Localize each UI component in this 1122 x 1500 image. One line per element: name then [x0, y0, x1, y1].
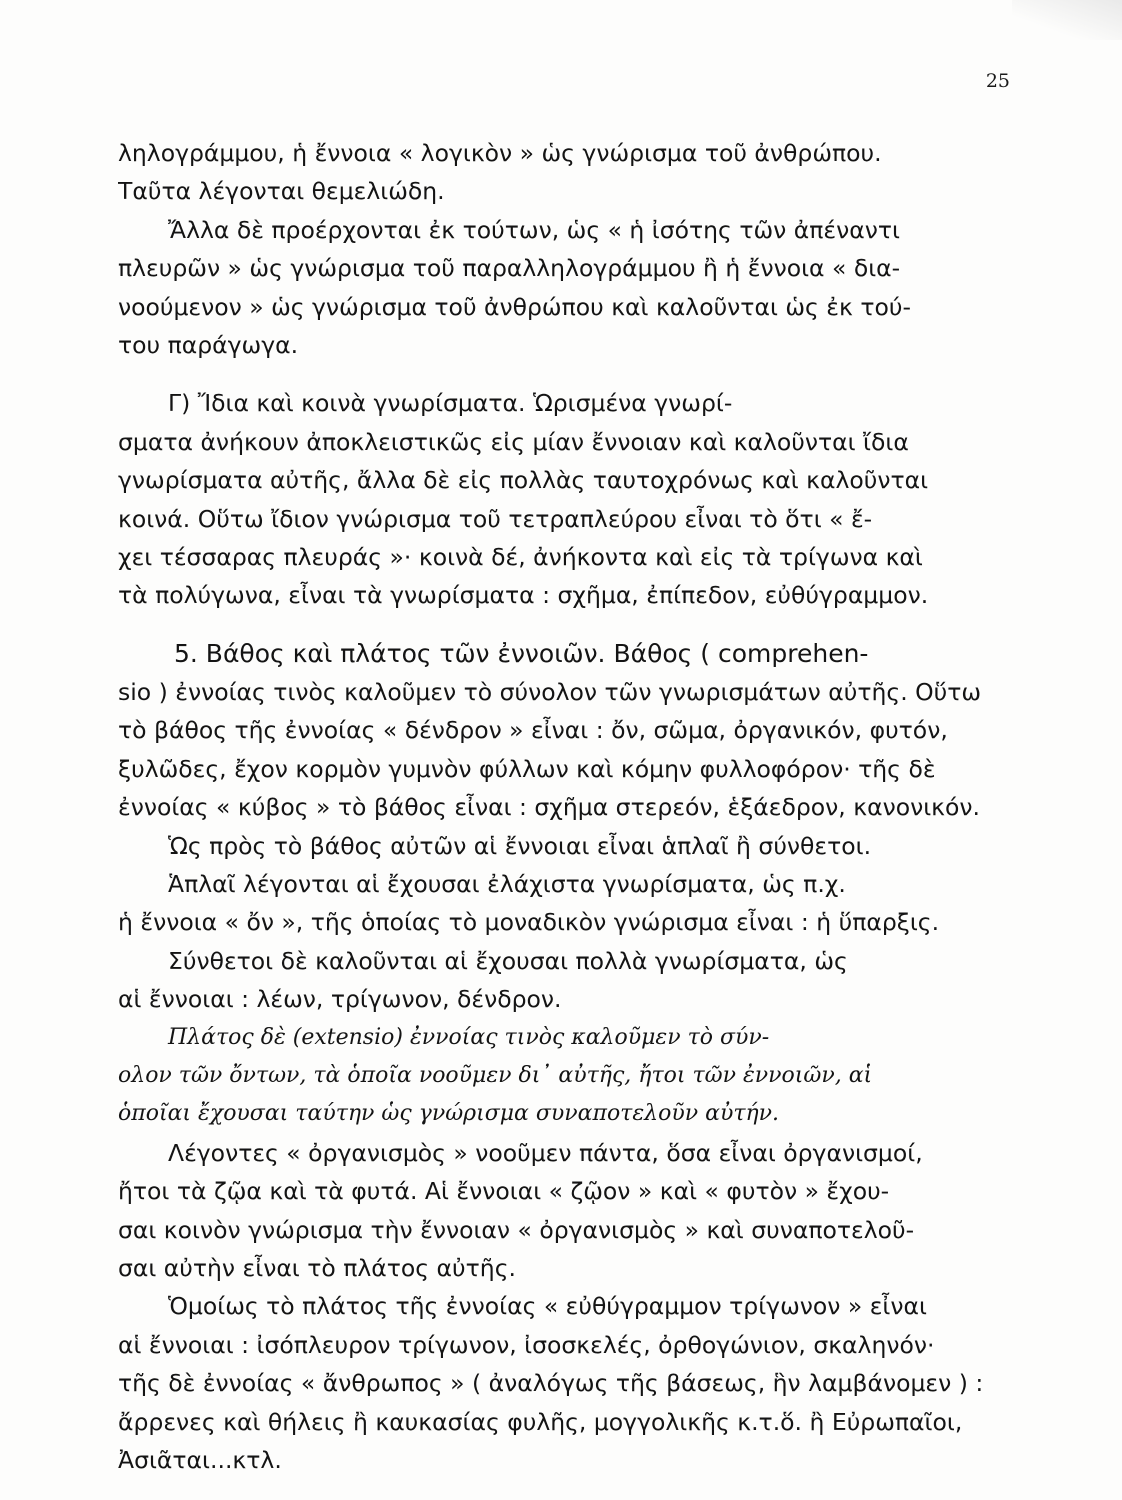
text-line: τῆς δὲ ἐννοίας « ἄνθρωπος » ( ἀναλόγως τῆς βάσεως, ἣν λαμβάνομεν ) :	[118, 1369, 984, 1398]
text-line: τὸ βάθος τῆς ἐννοίας « δένδρον » εἶναι : ὄν, σῶμα, ὀργανικόν, φυτόν,	[118, 716, 948, 745]
text-line: αἱ ἔννοιαι : λέων, τρίγωνον, δένδρον.	[118, 985, 562, 1014]
text-line: σαι κοινὸν γνώρισμα τὴν ἔννοιαν « ὀργανισμὸς » καὶ συναποτελοῦ-	[118, 1215, 915, 1244]
text-line: Ὁμοίως τὸ πλάτος τῆς ἐννοίας « εὐθύγραμμον τρίγωνον » εἶναι	[168, 1292, 927, 1321]
text-line: Ἄλλα δὲ προέρχονται ἐκ τούτων, ὡς « ἡ ἰσότης τῶν ἀπέναντι	[168, 215, 900, 244]
text-line: πλευρῶν » ὡς γνώρισμα τοῦ παραλληλογράμμου ἢ ἡ ἔννοια « δια-	[118, 254, 901, 283]
text-line: Σύνθετοι δὲ καλοῦνται αἱ ἔχουσαι πολλὰ γνωρίσματα, ὡς	[168, 946, 848, 975]
section-heading: 5. Βάθος καὶ πλάτος τῶν ἐννοιῶν. Βάθος ( comprehen-	[174, 638, 869, 668]
text-line: γνωρίσματα αὐτῆς, ἄλλα δὲ εἰς πολλὰς ταυτοχρόνως καὶ καλοῦνται	[118, 466, 929, 495]
text-line: σματα ἀνήκουν ἀποκλειστικῶς εἰς μίαν ἔννοιαν καὶ καλοῦνται ἴδια	[118, 427, 909, 456]
text-line: Ταῦτα λέγονται θεμελιώδη.	[118, 177, 445, 206]
text-line: αἱ ἔννοιαι : ἰσόπλευρον τρίγωνον, ἰσοσκελές, ὀρθογώνιον, σκαληνόν·	[118, 1330, 935, 1359]
text-line: τὰ πολύγωνα, εἶναι τὰ γνωρίσματα : σχῆμα, ἐπίπεδον, εὐθύγραμμον.	[118, 581, 929, 610]
text-line: sio ) ἐννοίας τινὸς καλοῦμεν τὸ σύνολον τῶν γνωρισμάτων αὐτῆς. Οὕτω	[118, 678, 982, 707]
text-line: ἐννοίας « κύβος » τὸ βάθος εἶναι : σχῆμα στερεόν, ἑξάεδρον, κανονικόν.	[118, 793, 980, 822]
text-line: ολον τῶν ὄντων, τὰ ὁποῖα νοοῦμεν δι᾿ αὐτῆς, ἤτοι τῶν ἐννοιῶν, αἱ	[118, 1062, 873, 1088]
text-line: του παράγωγα.	[118, 330, 299, 359]
paragraph-gap	[118, 615, 1010, 635]
text-line: ὁποῖαι ἔχουσαι ταύτην ὡς γνώρισμα συναποτελοῦν αὐτήν.	[118, 1101, 780, 1127]
text-line: Πλάτος δὲ (extensio) ἐννοίας τινὸς καλοῦμεν τὸ σύν-	[168, 1024, 770, 1050]
section-heading: Γ) Ἴδια καὶ κοινὰ γνωρίσματα. Ὡρισμένα γνωρί-	[168, 389, 733, 418]
text-line: κοινά. Οὕτω ἴδιον γνώρισμα τοῦ τετραπλεύρου εἶναι τὸ ὅτι « ἔ-	[118, 504, 873, 533]
text-line: νοούμενον » ὡς γνώρισμα τοῦ ἀνθρώπου καὶ καλοῦνται ὡς ἐκ τού-	[118, 292, 911, 321]
text-line: ληλογράμμου, ἡ ἔννοια « λογικὸν » ὡς γνώρισμα τοῦ ἀνθρώπου.	[118, 139, 882, 167]
page-edge-shadow	[1012, 0, 1122, 40]
text-line: χει τέσσαρας πλευράς »· κοινὰ δέ, ἀνήκοντα καὶ εἰς τὰ τρίγωνα καὶ	[118, 542, 923, 571]
text-line: ἄρρενες καὶ θήλεις ἢ καυκασίας φυλῆς, μογγολικῆς κ.τ.ὅ. ἢ Εὐρωπαῖοι,	[118, 1407, 963, 1436]
paragraph-gap	[118, 364, 1010, 384]
page-text	[118, 134, 1010, 1479]
text-line: ἡ ἔννοια « ὄν », τῆς ὁποίας τὸ μοναδικὸν γνώρισμα εἶναι : ἡ ὕπαρξις.	[118, 908, 940, 937]
text-line: Ἀσιᾶται...κτλ.	[118, 1445, 282, 1474]
text-line: σαι αὐτὴν εἶναι τὸ πλάτος αὐτῆς.	[118, 1253, 516, 1282]
text-line: Ἁπλαῖ λέγονται αἱ ἔχουσαι ἐλάχιστα γνωρίσματα, ὡς π.χ.	[168, 870, 846, 899]
text-line: ξυλῶδες, ἔχον κορμὸν γυμνὸν φύλλων καὶ κόμην φυλλοφόρον· τῆς δὲ	[118, 754, 936, 783]
text-line: Λέγοντες « ὀργανισμὸς » νοοῦμεν πάντα, ὅσα εἶναι ὀργανισμοί,	[168, 1138, 923, 1167]
text-line: Ὡς πρὸς τὸ βάθος αὐτῶν αἱ ἔννοιαι εἶναι ἁπλαῖ ἢ σύνθετοι.	[168, 831, 872, 860]
page-number: 25	[985, 70, 1010, 92]
text-line: ἤτοι τὰ ζῷα καὶ τὰ φυτά. Αἱ ἔννοιαι « ζῷον » καὶ « φυτὸν » ἔχου-	[118, 1177, 890, 1206]
